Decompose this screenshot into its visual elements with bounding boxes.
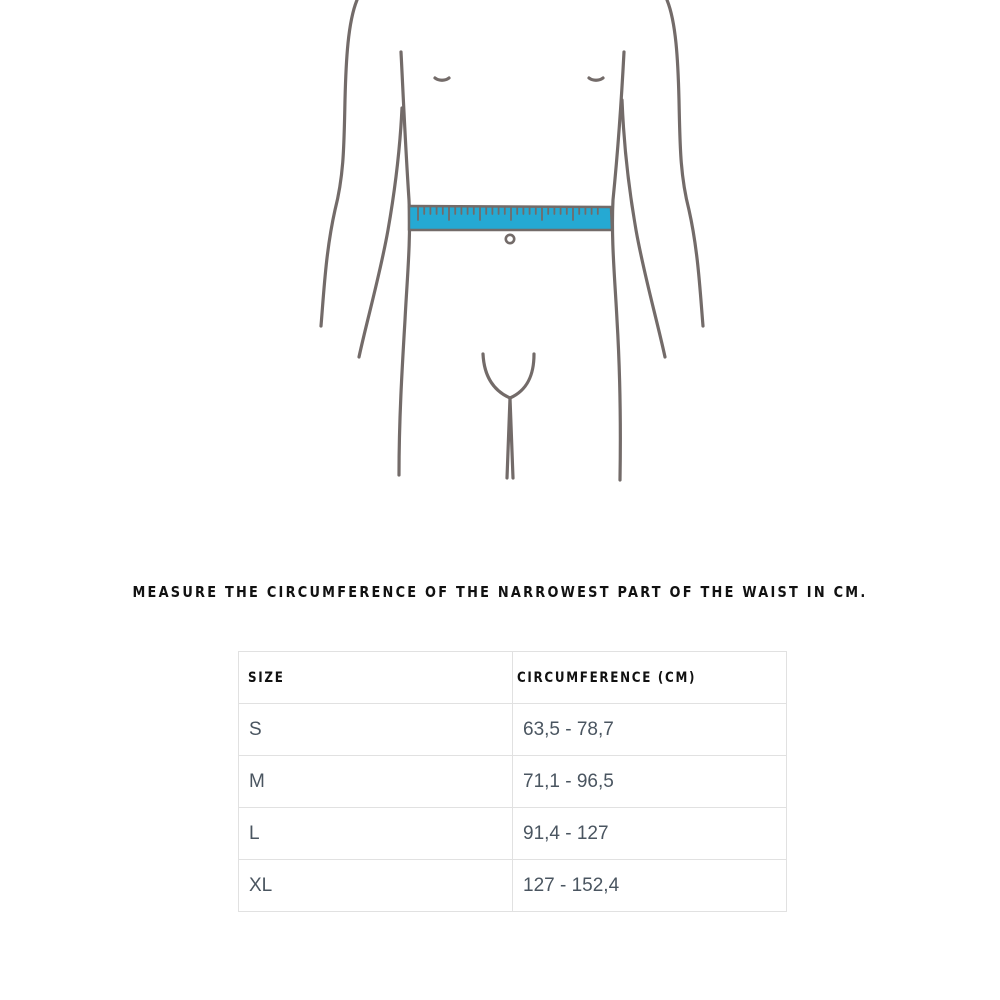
crotch-line: [483, 354, 534, 398]
table-header-row: [239, 652, 787, 704]
right-arm-outer: [667, 0, 703, 326]
right-arm-inner: [622, 100, 665, 357]
column-header-circumference: CIRCUMFERENCE (CM): [513, 652, 787, 704]
size-cell: S: [239, 704, 513, 756]
size-cell: XL: [239, 860, 513, 912]
table-row: [239, 704, 787, 756]
left-arm-outer: [321, 0, 357, 326]
circumference-cell: 127 - 152,4: [513, 860, 787, 912]
table-row: [239, 756, 787, 808]
left-nipple: [435, 78, 449, 80]
circumference-cell: 71,1 - 96,5: [513, 756, 787, 808]
left-arm-inner: [359, 108, 402, 357]
navel: [506, 235, 514, 243]
tape-icon: [409, 206, 612, 230]
size-cell: M: [239, 756, 513, 808]
column-header-size: SIZE: [239, 652, 513, 704]
size-chart-table: [238, 651, 787, 912]
circumference-cell: 63,5 - 78,7: [513, 704, 787, 756]
instruction-text: MEASURE THE CIRCUMFERENCE OF THE NARROWEST PART OF THE WAIST IN CM.: [132, 583, 868, 601]
table-row: [239, 808, 787, 860]
size-cell: L: [239, 808, 513, 860]
table-row: [239, 860, 787, 912]
circumference-cell: 91,4 - 127: [513, 808, 787, 860]
inner-leg-right: [510, 398, 513, 478]
right-nipple: [589, 78, 603, 80]
